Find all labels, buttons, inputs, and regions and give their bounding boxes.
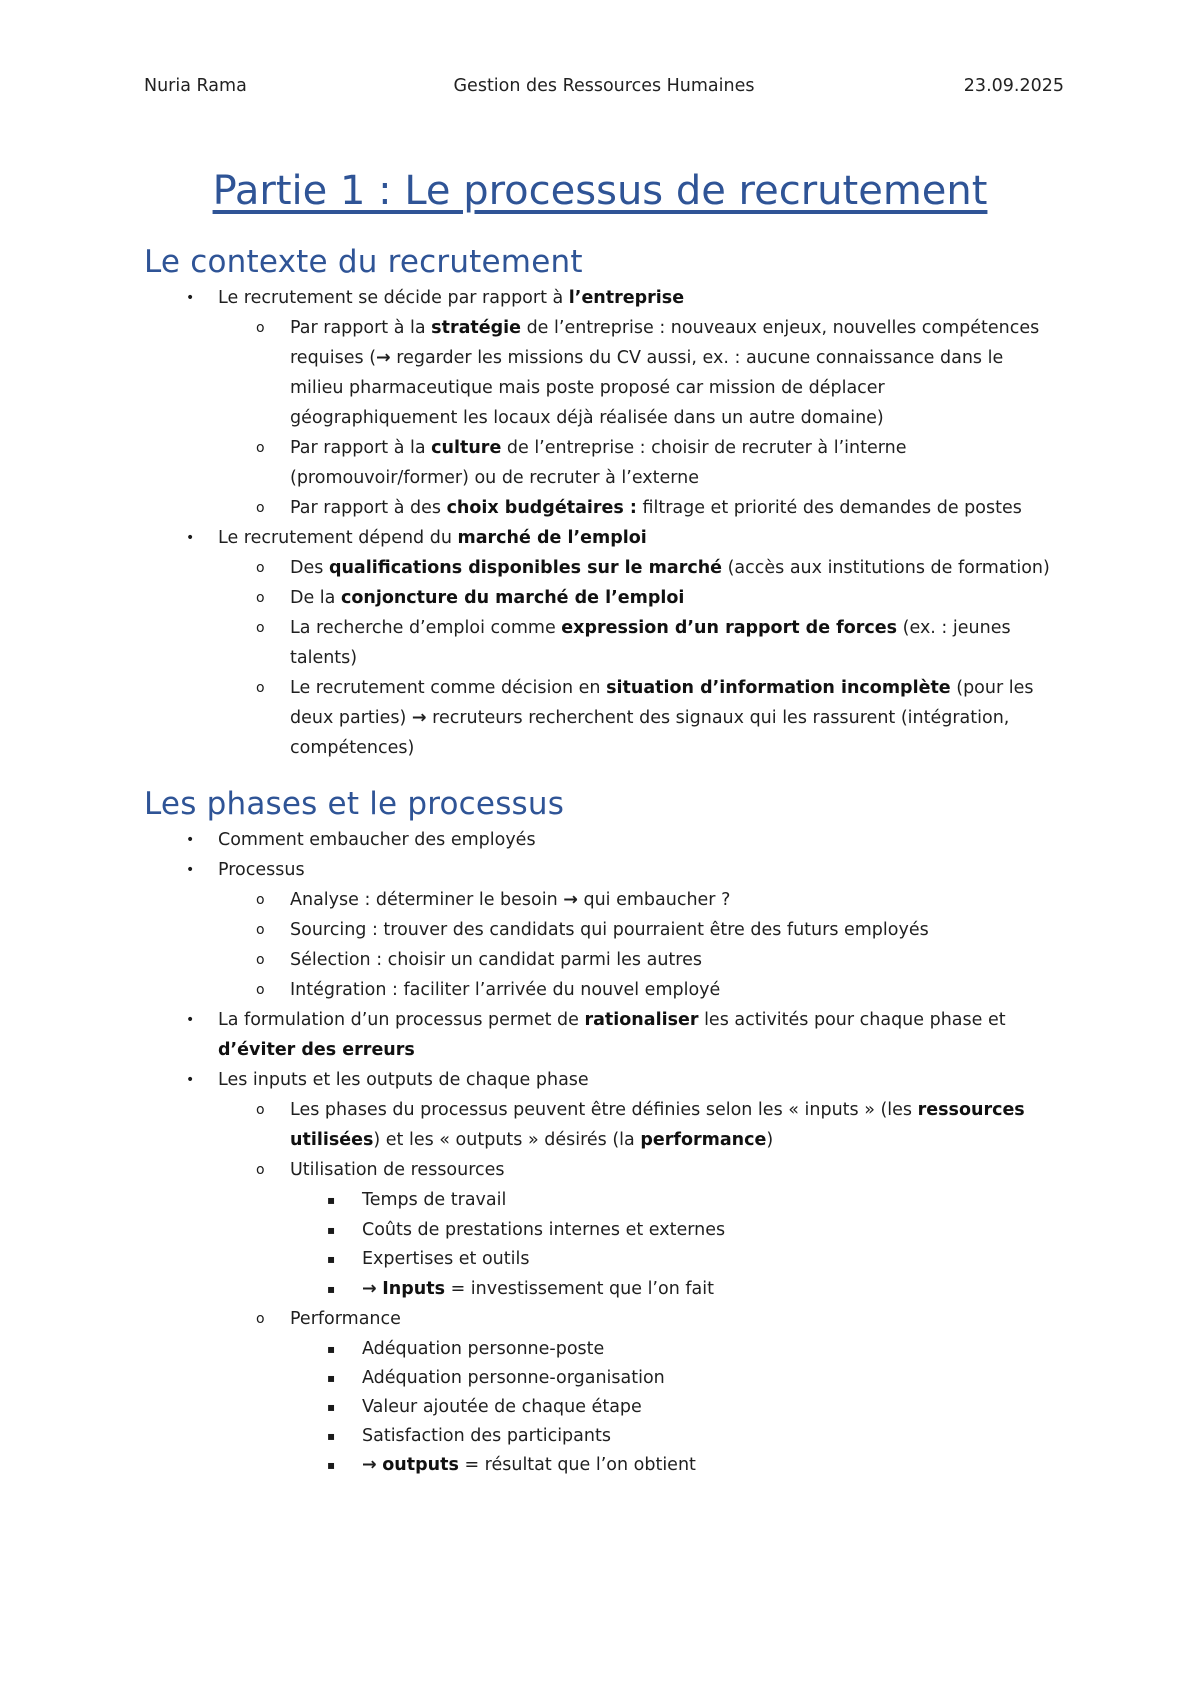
list-item: Le recrutement comme décision en situation d’information incomplète (pour les — [290, 678, 1034, 698]
list-item: Comment embaucher des employés — [218, 830, 536, 850]
square-bullet-marker: ▪ — [327, 1429, 336, 1443]
sub-bullet-marker: o — [256, 1162, 265, 1178]
square-bullet-marker: ▪ — [327, 1342, 336, 1356]
list-item: Les phases du processus peuvent être définies selon les « inputs » (les ressources — [290, 1100, 1025, 1120]
list-item: Performance — [290, 1309, 401, 1329]
section-heading-contexte: Le contexte du recrutement — [144, 244, 583, 280]
list-item: → outputs = résultat que l’on obtient — [362, 1455, 696, 1475]
list-item: Expertises et outils — [362, 1249, 530, 1269]
bullet-marker: • — [186, 290, 195, 306]
list-item: La recherche d’emploi comme expression d’un rapport de forces (ex. : jeunes — [290, 618, 1011, 638]
header-date: 23.09.2025 — [963, 76, 1064, 96]
list-item: Processus — [218, 860, 305, 880]
sub-bullet-marker: o — [256, 982, 265, 998]
arrow-icon: → — [563, 890, 578, 910]
list-item: La formulation d’un processus permet de rationaliser les activités pour chaque phase et — [218, 1010, 1006, 1030]
square-bullet-marker: ▪ — [327, 1223, 336, 1237]
list-item-continuation: deux parties) → recruteurs recherchent des signaux qui les rassurent (intégration, — [290, 708, 1010, 728]
document-title: Partie 1 : Le processus de recrutement — [212, 168, 988, 214]
list-item: Sourcing : trouver des candidats qui pourraient être des futurs employés — [290, 920, 929, 940]
sub-bullet-marker: o — [256, 590, 265, 606]
sub-bullet-marker: o — [256, 680, 265, 696]
arrow-icon: → — [411, 708, 427, 728]
list-item: Temps de travail — [362, 1190, 507, 1210]
sub-bullet-marker: o — [256, 620, 265, 636]
sub-bullet-marker: o — [256, 500, 265, 516]
sub-bullet-marker: o — [256, 440, 265, 456]
list-item-continuation: milieu pharmaceutique mais poste proposé car mission de déplacer — [290, 378, 885, 398]
arrow-icon: → — [362, 1279, 377, 1299]
list-item-continuation: compétences) — [290, 738, 415, 758]
list-item: Par rapport à la culture de l’entreprise : choisir de recruter à l’interne — [290, 438, 907, 458]
list-item: Utilisation de ressources — [290, 1160, 505, 1180]
list-item: Par rapport à la stratégie de l’entreprise : nouveaux enjeux, nouvelles compétences — [290, 318, 1040, 338]
header-course: Gestion des Ressources Humaines — [453, 76, 755, 96]
list-item-continuation: (promouvoir/former) ou de recruter à l’externe — [290, 468, 700, 488]
list-item: Des qualifications disponibles sur le marché (accès aux institutions de formation) — [290, 558, 1050, 578]
sub-bullet-marker: o — [256, 320, 265, 336]
sub-bullet-marker: o — [256, 560, 265, 576]
list-item: → Inputs = investissement que l’on fait — [362, 1279, 714, 1299]
list-item: Valeur ajoutée de chaque étape — [362, 1397, 642, 1417]
list-item: Adéquation personne-poste — [362, 1339, 605, 1359]
list-item-continuation: talents) — [290, 648, 358, 668]
square-bullet-marker: ▪ — [327, 1193, 336, 1207]
list-item: Intégration : faciliter l’arrivée du nouvel employé — [290, 980, 721, 1000]
arrow-icon: → — [362, 1455, 377, 1475]
list-item: Coûts de prestations internes et externes — [362, 1220, 726, 1240]
sub-bullet-marker: o — [256, 1102, 265, 1118]
list-item-continuation: requises (→ regarder les missions du CV aussi, ex. : aucune connaissance dans le — [290, 348, 1004, 368]
page-header — [144, 76, 1064, 100]
header-author: Nuria Rama — [144, 76, 247, 96]
bullet-marker: • — [186, 862, 195, 878]
sub-bullet-marker: o — [256, 952, 265, 968]
list-item: Par rapport à des choix budgétaires : filtrage et priorité des demandes de postes — [290, 498, 1022, 518]
bullet-marker: • — [186, 1072, 195, 1088]
list-item: De la conjoncture du marché de l’emploi — [290, 588, 685, 608]
list-item: Le recrutement dépend du marché de l’emploi — [218, 528, 647, 548]
bullet-marker: • — [186, 832, 195, 848]
list-item: Satisfaction des participants — [362, 1426, 611, 1446]
list-item: Adéquation personne-organisation — [362, 1368, 665, 1388]
list-item-continuation: utilisées) et les « outputs » désirés (la performance) — [290, 1130, 774, 1150]
list-item: Sélection : choisir un candidat parmi les autres — [290, 950, 702, 970]
section-heading-phases: Les phases et le processus — [144, 786, 565, 822]
square-bullet-marker: ▪ — [327, 1371, 336, 1385]
list-item: Les inputs et les outputs de chaque phase — [218, 1070, 589, 1090]
list-item: Analyse : déterminer le besoin → qui embaucher ? — [290, 890, 731, 910]
list-item: Le recrutement se décide par rapport à l’entreprise — [218, 288, 685, 308]
sub-bullet-marker: o — [256, 892, 265, 908]
square-bullet-marker: ▪ — [327, 1458, 336, 1472]
bullet-marker: • — [186, 1012, 195, 1028]
arrow-icon: → — [376, 348, 391, 368]
sub-bullet-marker: o — [256, 922, 265, 938]
sub-bullet-marker: o — [256, 1311, 265, 1327]
square-bullet-marker: ▪ — [327, 1252, 336, 1266]
square-bullet-marker: ▪ — [327, 1282, 336, 1296]
list-item-continuation: géographiquement les locaux déjà réalisée dans un autre domaine) — [290, 408, 884, 428]
square-bullet-marker: ▪ — [327, 1400, 336, 1414]
bullet-marker: • — [186, 530, 195, 546]
list-item-continuation: d’éviter des erreurs — [218, 1040, 415, 1060]
